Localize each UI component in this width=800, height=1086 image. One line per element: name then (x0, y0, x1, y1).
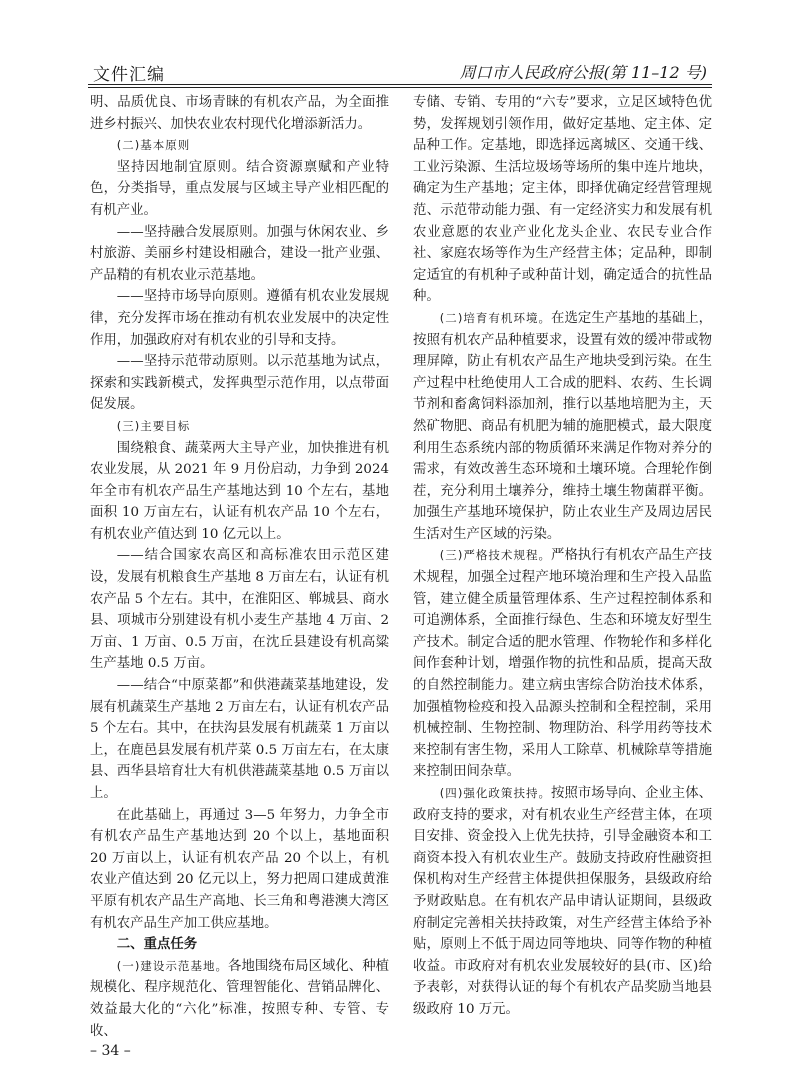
paragraph-text: 围绕粮食、蔬菜两大主导产业，加快推进有机农业发展，从 2021 年 9 月份启动，力争到 2024 年全市有机农产品生产基地达到 10 个左右，基地面积 10 万亩左右，认证有机农产品 10 个左右，有机农业产值达到 10 亿元以上。 (90, 440, 389, 542)
paragraph-lead-heading: (四)强化政策扶持。 (439, 786, 552, 800)
paragraph-text: ——结合国家农高区和高标准农田示范区建设，发展有机粮食生产基地 8 万亩左右，认证有机农产品 5 个左右。其中，在淮阳区、郸城县、商水县、项城市分别建设有机小麦生产基地 4 万亩、2 万亩、1 万亩、0.5 万亩，在沈丘县建设有机高粱生产基地 0.5 万亩。 (90, 548, 389, 672)
paragraph (90, 956, 389, 1042)
subsection-label: (二)基本原则 (116, 138, 191, 153)
paragraph (90, 805, 389, 935)
paragraph (90, 545, 389, 675)
paragraph-text: ——坚持融合发展原则。加强与休闲农业、乡村旅游、美丽乡村建设相融合，建设一批产业强、产品精的有机农业示范基地。 (90, 224, 389, 283)
subsection-label: (三)主要目标 (116, 418, 191, 433)
paragraph (90, 222, 389, 287)
paragraph (413, 308, 712, 546)
paragraph (413, 545, 712, 783)
paragraph-text: ——结合“中原菜都”和供港蔬菜基地建设，发展有机蔬菜生产基地 2 万亩左右，认证有机农产品 5 个左右。其中，在扶沟县发展有机蔬菜 1 万亩以上，在鹿邑县发展有机芹菜 0.5 万亩左右，在太康县、西华县培育壮大有机供港蔬菜基地 0.5 万亩以上。 (90, 678, 389, 801)
subsection-heading (90, 416, 389, 438)
paragraph-text: 在此基础上，再通过 3—5 年努力，力争全市有机农产品生产基地达到 20 个以上，基地面积 20 万亩以上，认证有机农产品 20 个以上，有机农业产值达到 20 亿元以上，努力把周口建成黄淮平原有机农产品生产高地、长三角和粤港澳大湾区有机农产品生产加工供应基地。 (90, 807, 389, 931)
subsection-heading (90, 135, 389, 157)
header-publication-title: 周口市人民政府公报(第 11–12 号) (459, 63, 707, 82)
paragraph-text: 专储、专销、专用的“六专”要求，立足区域特色优势，发挥规划引领作用，做好定基地、定主体、定品种工作。定基地，即选择远离城区、交通干线、工业污染源、生活垃圾场等场所的集中连片地块，确定为生产基地；定主体，即择优确定经营管理规范、示范带动能力强、有一定经济实力和发展有机农业意愿的农业产业化龙头企业、农民专业合作社、家庭农场等作为生产经营主体；定品种，即制定适宜的有机种子或种苗计划，确定适合的抗性品种。 (413, 95, 712, 305)
paragraph (90, 157, 389, 222)
paragraph-text: 坚持因地制宜原则。结合资源禀赋和产业特色，分类指导，重点发展与区域主导产业相匹配的有机产业。 (90, 159, 389, 218)
header-rule-thin (88, 87, 712, 88)
page-number: – 34 – (90, 1043, 131, 1059)
paragraph-text: ——坚持市场导向原则。遵循有机农业发展规律，充分发挥市场在推动有机农业发展中的决定性作用，加强政府对有机农业的引导和支持。 (90, 289, 389, 348)
paragraph-lead-heading: (一)建设示范基地。 (116, 958, 229, 973)
paragraph (413, 783, 712, 1021)
header-rule (88, 84, 712, 85)
paragraph-lead-heading: (三)严格技术规程。 (439, 548, 552, 563)
paragraph-text: 明、品质优良、市场青睐的有机农产品，为全面推进乡村振兴、加快农业农村现代化增添新活力。 (90, 95, 389, 132)
paragraph-text: 按照市场导向、企业主体、政府支持的要求，对有机农业生产经营主体，在项目安排、资金投入上优先扶持，引导金融资本和工商资本投入有机农业生产。鼓励支持政府性融资担保机构对生产经营主体提供担保服务，县级政府给予财政贴息。在有机农产品申请认证期间，县级政府制定完善相关扶持政策，对生产经营主体给予补贴，原则上不低于周边同等地块、同等作物的种植收益。市政府对有机农业发展较好的县(市、区)给予表彰，对获得认证的每个有机农产品奖励当地县级政府 10 万元。 (413, 786, 712, 1017)
paragraph (90, 92, 389, 135)
right-text-column (413, 92, 712, 1021)
left-text-column (90, 92, 389, 1042)
paragraph-text: 在选定生产基地的基础上，按照有机农产品种植要求，设置有效的缓冲带或物理屏障，防止有机农产品生产地块受到污染。在生产过程中杜绝使用人工合成的肥料、农药、生长调节剂和畜禽饲料添加剂，推行以基地培肥为主，天然矿物肥、商品有机肥为辅的施肥模式，最大限度利用生态系统内部的物质循环来满足作物对养分的需求，有效改善生态环境和土壤环境。合理轮作倒茬，充分利用土壤养分，维持土壤生物菌群平衡。加强生产基地环境保护，防止农业生产及周边居民生活对生产区域的污染。 (413, 310, 712, 542)
paragraph (90, 438, 389, 546)
paragraph (90, 351, 389, 416)
paragraph-text: 严格执行有机农产品生产技术规程，加强全过程产地环境治理和生产投入品监管，建立健全质量管理体系、生产过程控制体系和可追溯体系，全面推行绿色、生态和环境友好型生产技术。制定合适的肥水管理、作物轮作和多样化间作套种计划，增强作物的抗性和品质，提高天敌的自然控制能力。建立病虫害综合防治技术体系，加强植物检疫和投入品源头控制和全程控制，采用机械控制、生物控制、物理防治、科学用药等技术来控制有害生物，采用人工除草、机械除草等措施来控制田间杂草。 (413, 548, 712, 780)
paragraph-lead-heading: (二)培育有机环境。 (439, 310, 552, 325)
paragraph-text: 各地围绕布局区域化、种植规模化、程序规范化、管理智能化、营销品牌化、效益最大化的“六化”标准，按照专种、专管、专收、 (90, 958, 389, 1039)
paragraph (90, 286, 389, 351)
paragraph-text: ——坚持示范带动原则。以示范基地为试点，探索和实践新模式，发挥典型示范作用，以点带面促发展。 (90, 354, 389, 413)
section-heading: 二、重点任务 (116, 936, 198, 953)
paragraph (413, 92, 712, 308)
paragraph (90, 675, 389, 805)
header-section-title: 文件汇编 (93, 65, 165, 85)
